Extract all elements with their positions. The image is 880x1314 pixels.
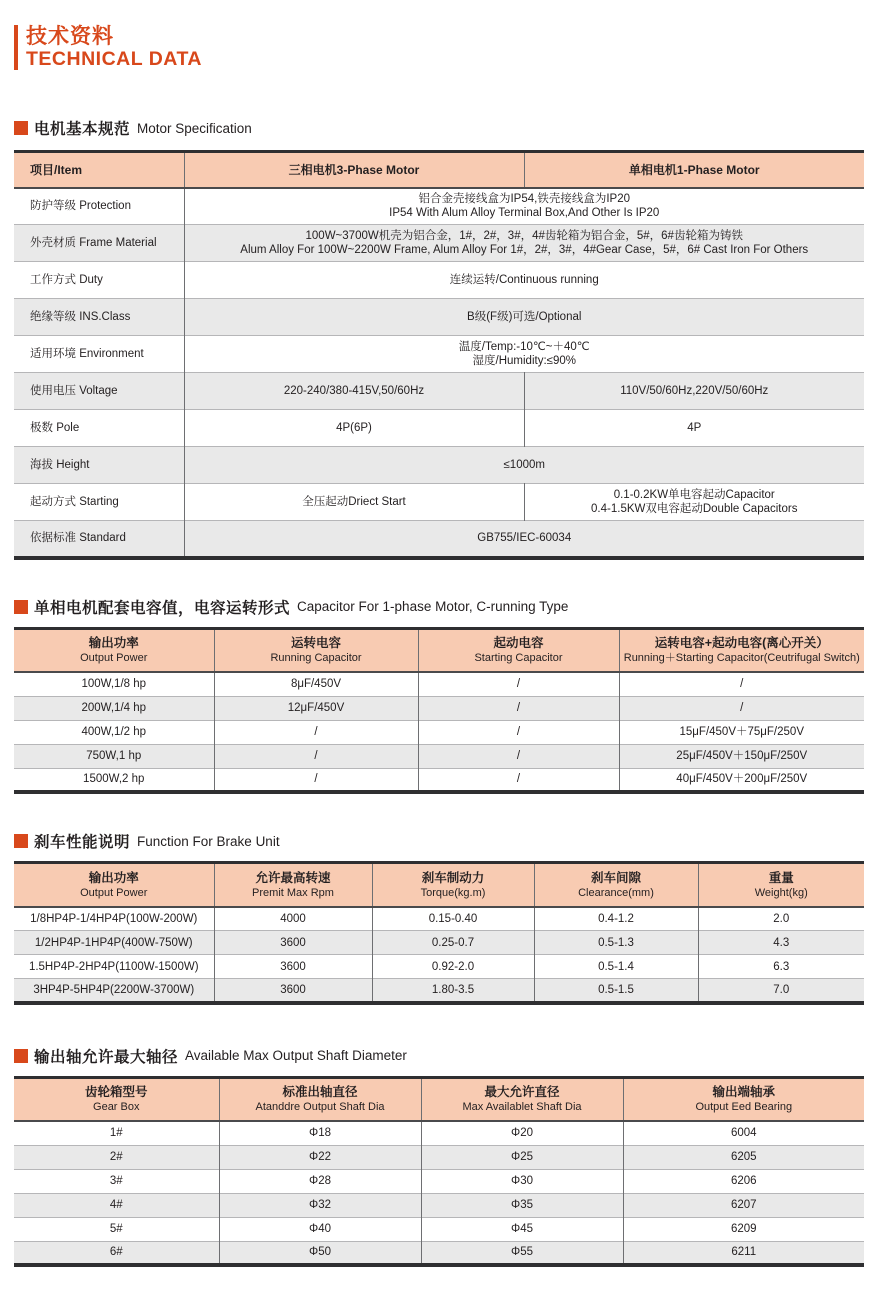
section-title-zh: 输出轴允许最大轴径 (34, 1048, 179, 1066)
table-cell: / (418, 744, 619, 768)
table-cell: Φ30 (421, 1169, 623, 1193)
table-row (14, 447, 864, 484)
table-cell: 3HP4P-5HP4P(2200W-3700W) (33, 983, 195, 996)
spec-value-cell (184, 521, 864, 558)
table-cell: 6206 (623, 1169, 864, 1193)
header-cell (418, 628, 619, 672)
table-cell: 15μF/450V＋75μF/250V (619, 720, 864, 744)
table-cell: / (214, 744, 418, 768)
header-cell (14, 1077, 219, 1121)
table-cell: 0.5-1.5 (534, 979, 698, 1003)
table-cell: 5# (109, 1223, 123, 1235)
header-zh: 运转电容 (290, 636, 341, 651)
row-label: 防护等级 Protection (30, 200, 131, 213)
table-cell: Φ45 (421, 1217, 623, 1241)
table-cell: 4.3 (698, 931, 864, 955)
cell-line: 湿度/Humidity:≤90% (472, 355, 576, 367)
page-title-zh: 技术资料 (26, 25, 114, 48)
cell-line: Alum Alloy For 100W~2200W Frame, Alum Alloy For 1#，2#，3#，4#Gear Case，5#，6# Cast Iron For Others (240, 244, 809, 256)
table-row (14, 744, 864, 768)
table-cell: Φ28 (219, 1169, 421, 1193)
table-cell: 6004 (623, 1121, 864, 1145)
header-en: Atanddre Output Shaft Dia (255, 1101, 385, 1114)
table-row (14, 931, 864, 955)
header-zh: 运转电容+起动电容(离心开关） (654, 636, 829, 651)
page-title-en: TECHNICAL DATA (26, 48, 202, 70)
cell-line: 100W~3700W机壳为铝合金，1#，2#，3#，4#齿轮箱为铝合金，5#，6#齿轮箱为铸铁 (305, 230, 743, 242)
table-cell: 40μF/450V＋200μF/250V (619, 768, 864, 792)
table-cell: 400W,1/2 hp (81, 726, 147, 738)
section-bullet-square (14, 834, 28, 848)
section-bullet-square (14, 1049, 28, 1063)
section-title-zh: 电机基本规范 (34, 121, 131, 138)
table-cell: 6207 (623, 1193, 864, 1217)
table-cell: 6# (109, 1246, 123, 1259)
table-cell: / (619, 672, 864, 696)
row-label: 使用电压 Voltage (30, 385, 118, 397)
header-cell: 单相电机1-Phase Motor (524, 152, 864, 188)
header-en: Clearance(mm) (578, 886, 654, 899)
table-cell: Φ20 (421, 1121, 623, 1145)
row-label: 工作方式 Duty (30, 274, 103, 286)
spec-value-cell (184, 188, 864, 225)
cell-line: ≤1000m (503, 459, 545, 471)
header-cell: 项目/Item (14, 152, 184, 188)
header-en: Weight(kg) (754, 886, 808, 899)
table-cell: 0.5-1.3 (534, 931, 698, 955)
table-cell: / (214, 768, 418, 792)
table-cell: Φ18 (219, 1121, 421, 1145)
table-cell: 0.92-2.0 (372, 955, 534, 979)
table-cell: Φ50 (219, 1241, 421, 1265)
table-cell: Φ25 (421, 1145, 623, 1169)
accent-bar (14, 25, 18, 70)
table-row (14, 720, 864, 744)
table-row (14, 373, 864, 410)
header-cell: 三相电机3-Phase Motor (184, 152, 524, 188)
row-label: 外壳材质 Frame Material (30, 237, 157, 249)
table-cell: 2# (109, 1151, 123, 1163)
header-en: Torque(kg.m) (420, 886, 486, 899)
table-cell: 0.25-0.7 (372, 931, 534, 955)
header-en: Starting Capacitor (474, 652, 563, 665)
table-cell: Φ55 (421, 1241, 623, 1265)
header-zh: 刹车间隙 (590, 870, 641, 885)
row-label: 适用环境 Environment (30, 348, 144, 360)
header-en: Output Power (80, 652, 148, 665)
row-label: 海拔 Height (30, 459, 90, 471)
header-en: Max Availablet Shaft Dia (462, 1101, 582, 1114)
table-cell: 750W,1 hp (86, 750, 142, 762)
table-row (14, 1241, 864, 1265)
page-title (26, 25, 202, 70)
table-header-row (14, 1077, 864, 1121)
header-zh: 输出功率 (88, 636, 139, 651)
table-row (14, 521, 864, 558)
header-cell (421, 1077, 623, 1121)
table-cell: 3600 (214, 931, 372, 955)
section-title-motor-spec (14, 117, 864, 139)
table-cell: 6211 (623, 1241, 864, 1265)
cell-line: 0.1-0.2KW单电容起动Capacitor (613, 489, 775, 501)
header-cell (619, 628, 864, 672)
table-cell: 0.15-0.40 (372, 907, 534, 931)
header-en: Output Eed Bearing (695, 1101, 793, 1114)
table-cell: / (418, 696, 619, 720)
table-cell: 1.5HP4P-2HP4P(1100W-1500W) (28, 960, 199, 973)
header-zh: 刹车制动力 (421, 870, 485, 885)
spec-value-cell (184, 373, 524, 410)
table-cell: / (619, 696, 864, 720)
table-cell: / (214, 720, 418, 744)
row-label: 起动方式 Starting (30, 496, 119, 508)
table-row (14, 672, 864, 696)
cell-line: 220-240/380-415V,50/60Hz (283, 385, 425, 397)
table-cell: 7.0 (698, 979, 864, 1003)
table-row (14, 1121, 864, 1145)
section-title-zh: 单相电机配套电容值，电容运转形式 (34, 599, 291, 617)
header-zh: 标准出轴直径 (282, 1085, 358, 1100)
table-cell: 2.0 (698, 907, 864, 931)
spec-value-cell (184, 447, 864, 484)
table-cell: 1/8HP4P-1/4HP4P(100W-200W) (30, 912, 198, 925)
table-cell: 1500W,2 hp (83, 773, 145, 786)
cell-line: IP54 With Alum Alloy Terminal Box,And Other Is IP20 (389, 207, 660, 220)
table-row (14, 1193, 864, 1217)
table-header-row (14, 628, 864, 672)
header-cell (14, 863, 214, 907)
spec-value-cell (524, 484, 864, 521)
table-row (14, 1169, 864, 1193)
table-cell: 6205 (623, 1145, 864, 1169)
header-cell (623, 1077, 864, 1121)
section-title-en: Motor Specification (137, 120, 252, 136)
spec-value-cell (184, 336, 864, 373)
section-title-capacitor (14, 596, 864, 618)
motor-spec-table-body (14, 188, 864, 558)
table-cell: 3600 (214, 955, 372, 979)
table-header-row (14, 152, 864, 188)
header-en: Running＋Starting Capacitor(Ceutrifugal Switch) (623, 652, 860, 665)
table-cell: 1/2HP4P-1HP4P(400W-750W) (34, 936, 193, 949)
motor-spec-table (14, 150, 864, 560)
table-cell: Φ22 (219, 1145, 421, 1169)
header-cell (372, 863, 534, 907)
table-cell: 100W,1/8 hp (81, 678, 147, 691)
spec-value-cell (184, 262, 864, 299)
table-row (14, 1217, 864, 1241)
spec-value-cell (184, 299, 864, 336)
header-cell (698, 863, 864, 907)
spec-value-cell (184, 484, 524, 521)
table-row (14, 907, 864, 931)
spec-value-cell (184, 410, 524, 447)
spec-value-cell (184, 225, 864, 262)
shaft-table (14, 1076, 864, 1268)
header-zh: 起动电容 (493, 636, 544, 651)
table-cell: 6209 (623, 1217, 864, 1241)
table-row (14, 484, 864, 521)
table-cell: Φ35 (421, 1193, 623, 1217)
header-cell (214, 863, 372, 907)
cell-line: 110V/50/60Hz,220V/50/60Hz (620, 385, 769, 397)
table-cell: 0.5-1.4 (534, 955, 698, 979)
header-en: Running Capacitor (270, 652, 362, 665)
header-cell (214, 628, 418, 672)
section-title-en: Function For Brake Unit (137, 833, 280, 849)
header-cell (219, 1077, 421, 1121)
table-cell: 200W,1/4 hp (81, 702, 147, 714)
cell-line: 4P(6P) (336, 422, 372, 434)
table-row (14, 1145, 864, 1169)
table-cell: / (418, 672, 619, 696)
table-header-row (14, 863, 864, 907)
table-cell: 8μF/450V (214, 672, 418, 696)
section-title-en: Capacitor For 1-phase Motor, C-running Type (297, 599, 569, 614)
capacitor-table (14, 627, 864, 795)
cell-line: GB755/IEC-60034 (477, 532, 572, 545)
cell-line: 铝合金壳接线盒为IP54,铁壳接线盒为IP20 (418, 193, 630, 206)
row-label: 依据标准 Standard (30, 532, 126, 545)
header-en: Gear Box (93, 1101, 140, 1114)
table-cell: 1# (109, 1127, 123, 1140)
table-cell: Φ32 (219, 1193, 421, 1217)
table-row (14, 299, 864, 336)
section-title-en: Available Max Output Shaft Diameter (185, 1048, 407, 1063)
section-title-zh: 刹车性能说明 (34, 834, 131, 851)
header-zh: 输出端轴承 (712, 1085, 775, 1100)
table-cell: 25μF/450V＋150μF/250V (619, 744, 864, 768)
header-zh: 允许最高转速 (255, 870, 331, 885)
table-cell: 4000 (214, 907, 372, 931)
table-cell: 0.4-1.2 (534, 907, 698, 931)
spec-value-cell (524, 410, 864, 447)
table-row (14, 410, 864, 447)
header-zh: 最大允许直径 (484, 1085, 560, 1100)
table-cell: Φ40 (219, 1217, 421, 1241)
brake-table (14, 861, 864, 1005)
table-cell: 3600 (214, 979, 372, 1003)
table-cell: 4# (109, 1199, 123, 1211)
table-cell: 1.80-3.5 (372, 979, 534, 1003)
row-label: 极数 Pole (30, 422, 80, 434)
spec-value-cell (524, 373, 864, 410)
header-cell (534, 863, 698, 907)
table-cell: / (418, 720, 619, 744)
table-row (14, 336, 864, 373)
table-cell: 3# (109, 1175, 123, 1187)
table-cell: 6.3 (698, 955, 864, 979)
table-row (14, 188, 864, 225)
section-title-brake (14, 830, 864, 852)
header-en: Premit Max Rpm (252, 886, 334, 899)
section-bullet-square (14, 121, 28, 135)
table-cell: / (418, 768, 619, 792)
cell-line: 连续运转/Continuous running (449, 274, 599, 286)
table-cell: 12μF/450V (214, 696, 418, 720)
header-zh: 输出功率 (88, 870, 139, 885)
cell-line: 4P (687, 422, 702, 434)
cell-line: B级(F级)可选/Optional (467, 311, 582, 323)
table-row (14, 225, 864, 262)
table-row (14, 979, 864, 1003)
header-en: Output Power (80, 886, 148, 899)
cell-line: 全压起动Driect Start (302, 496, 406, 508)
table-row (14, 696, 864, 720)
section-bullet-square (14, 600, 28, 614)
page-header (14, 25, 864, 70)
table-row (14, 955, 864, 979)
header-zh: 重量 (768, 870, 794, 885)
row-label: 绝缘等级 INS.Class (30, 311, 131, 323)
header-cell (14, 628, 214, 672)
cell-line: 温度/Temp:-10℃~＋40℃ (458, 341, 590, 353)
header-zh: 齿轮箱型号 (84, 1085, 148, 1100)
cell-line: 0.4-1.5KW双电容起动Double Capacitors (591, 503, 798, 515)
table-row (14, 262, 864, 299)
section-title-shaft (14, 1045, 864, 1067)
table-row (14, 768, 864, 792)
